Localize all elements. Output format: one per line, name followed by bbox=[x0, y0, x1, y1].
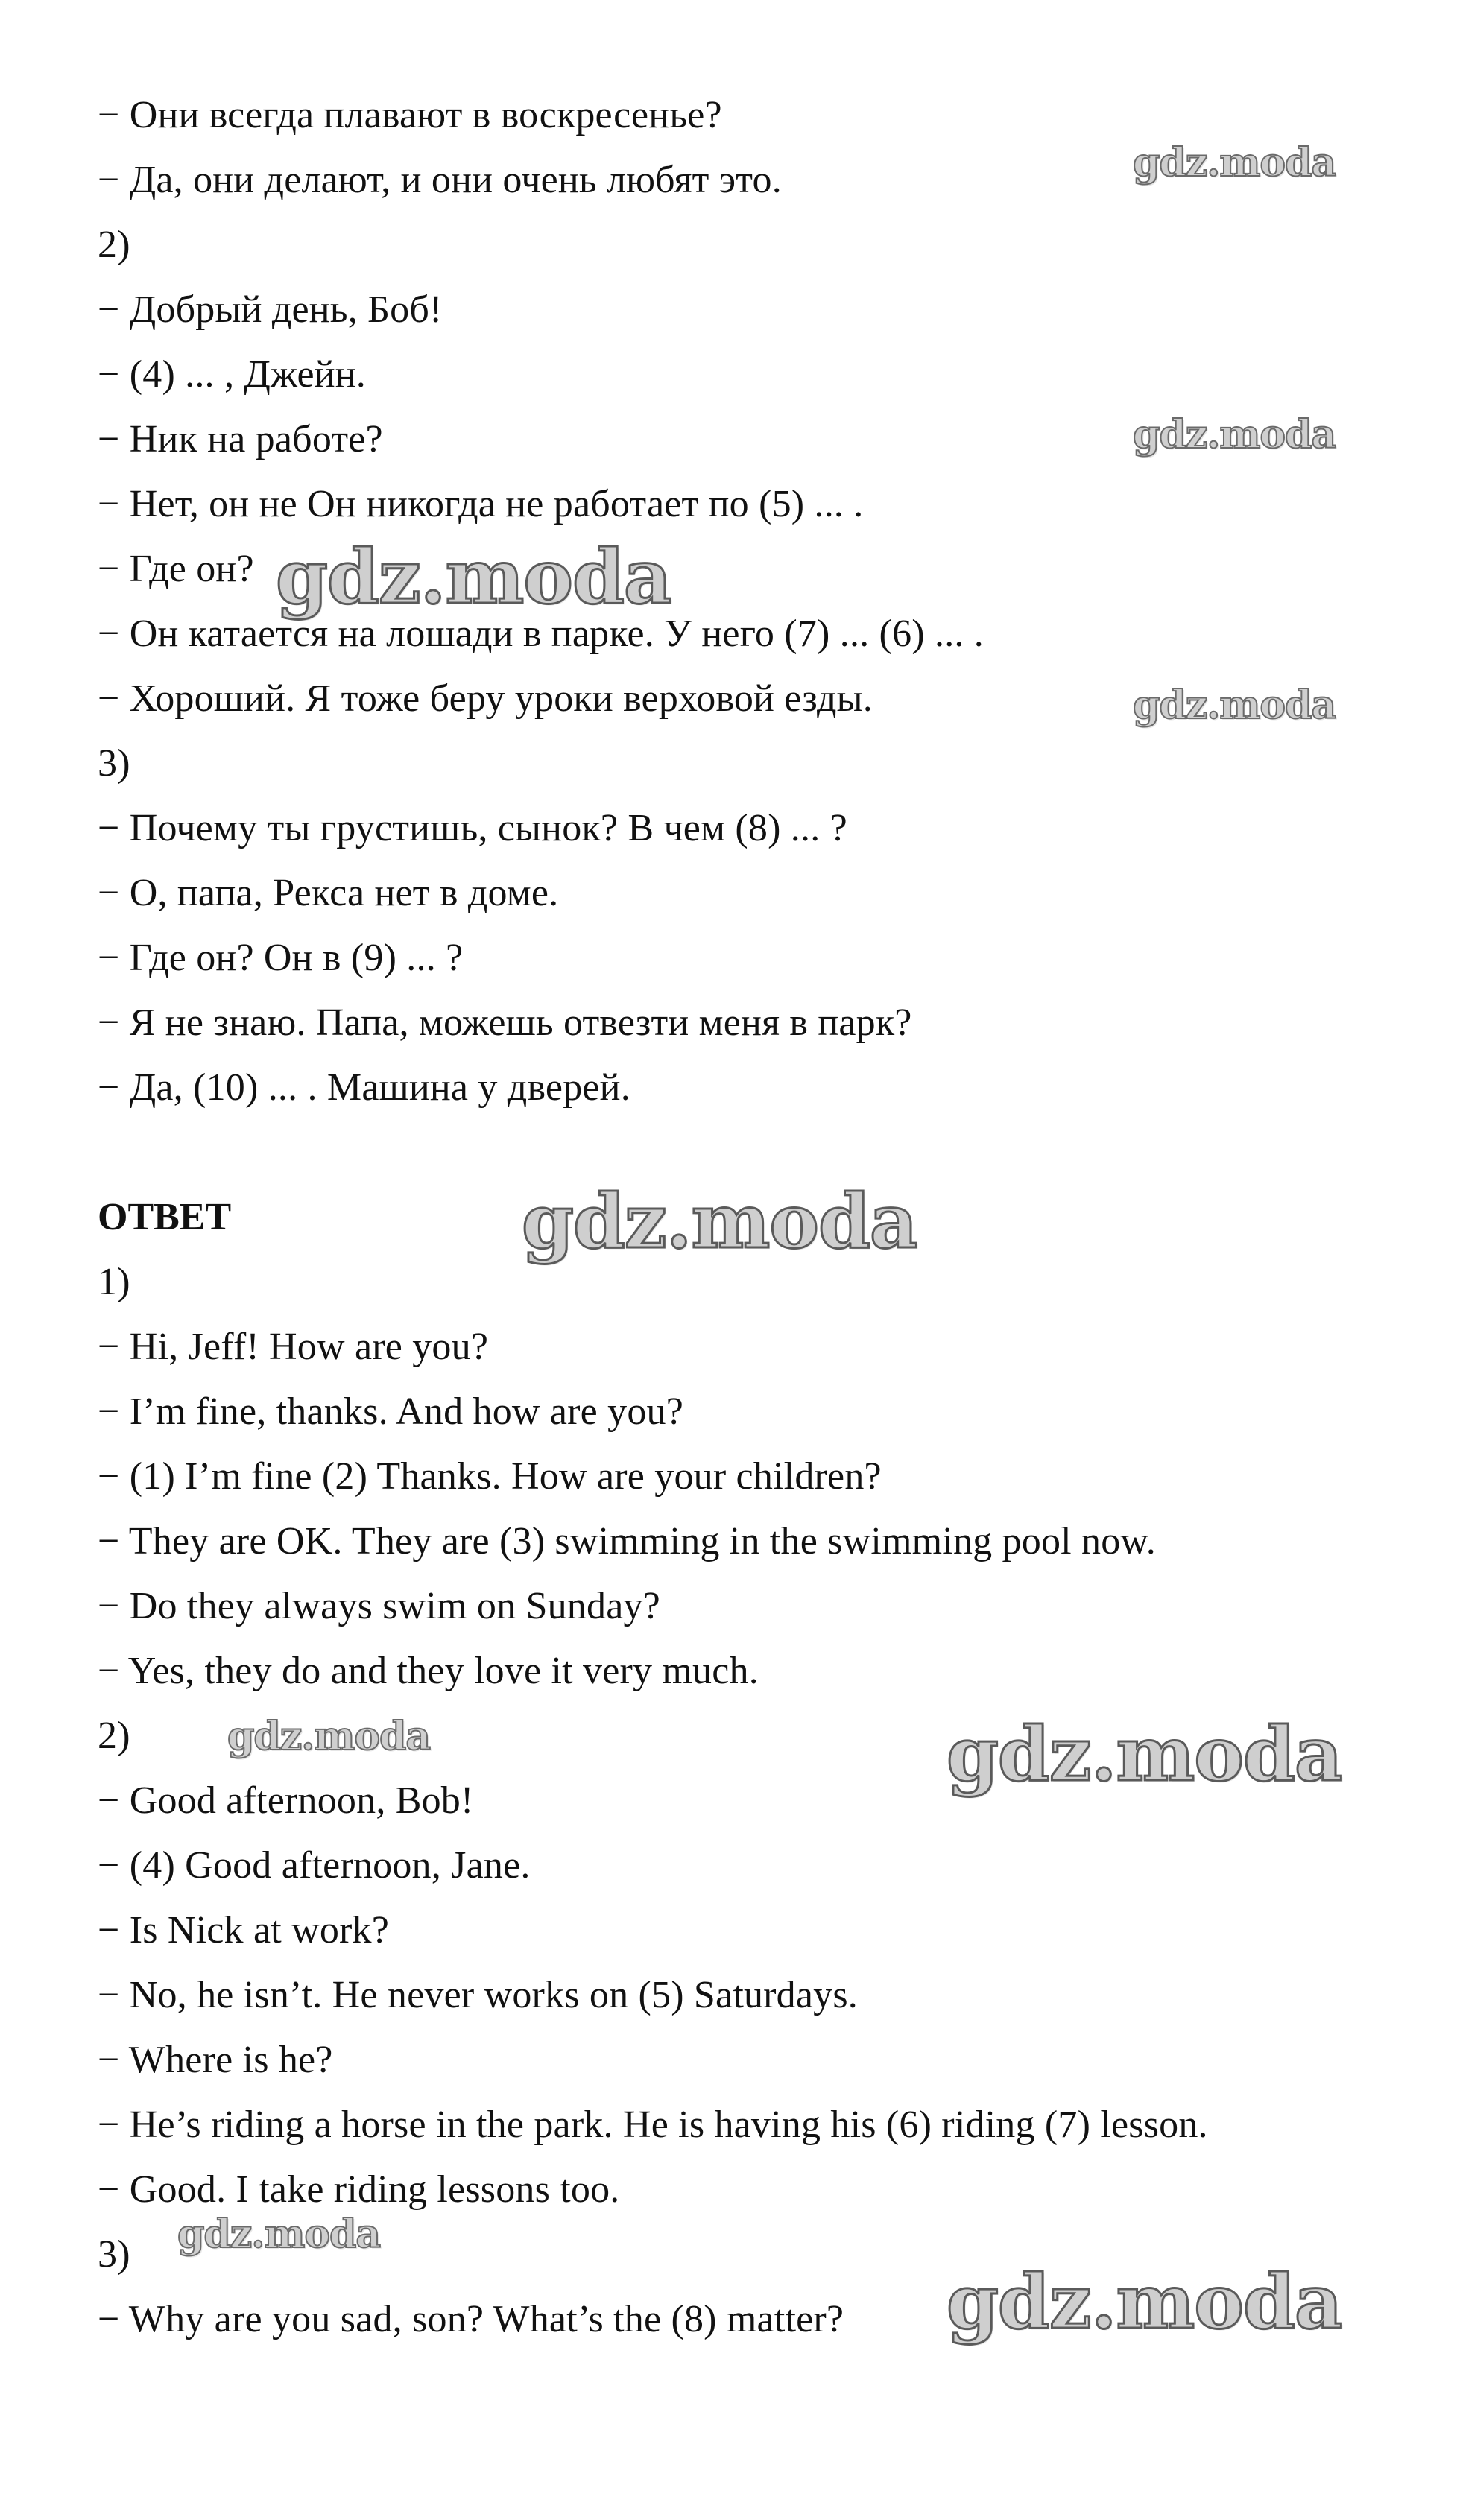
watermark: gdz.moda bbox=[177, 2212, 381, 2257]
text-line: − Хороший. Я тоже беру уроки верховой езды. bbox=[98, 677, 873, 720]
text-line: − О, папа, Рекса нет в доме. bbox=[98, 872, 559, 914]
watermark: gdz.moda bbox=[276, 533, 671, 621]
text-line: − Do they always swim on Sunday? bbox=[98, 1585, 660, 1627]
text-line: − Да, (10) ... . Машина у дверей. bbox=[98, 1066, 630, 1109]
text-line: − They are OK. They are (3) swimming in the swimming pool now. bbox=[98, 1520, 1156, 1563]
watermark: gdz.moda bbox=[1133, 412, 1336, 458]
text-line: − Good afternoon, Bob! bbox=[98, 1779, 474, 1822]
text-line: − Да, они делают, и они очень любят это. bbox=[98, 159, 782, 201]
section-number: 1) bbox=[98, 1261, 130, 1303]
section-number: 3) bbox=[98, 2233, 130, 2276]
text-line: − Добрый день, Боб! bbox=[98, 288, 443, 331]
text-line: − Где он? bbox=[98, 548, 254, 590]
watermark: gdz.moda bbox=[946, 2258, 1342, 2346]
section-number: 2) bbox=[98, 224, 130, 266]
text-line: − Я не знаю. Папа, можешь отвезти меня в парк? bbox=[98, 1001, 912, 1044]
text-line: − Good. I take riding lessons too. bbox=[98, 2168, 620, 2211]
text-line: − Почему ты грустишь, сынок? В чем (8) ... ? bbox=[98, 807, 847, 849]
text-line: − Он катается на лошади в парке. У него (7) ... (6) ... . bbox=[98, 612, 984, 655]
watermark: gdz.moda bbox=[1133, 140, 1336, 186]
answer-heading: ОТВЕТ bbox=[98, 1196, 232, 1238]
text-line: − He’s riding a horse in the park. He is having his (6) riding (7) lesson. bbox=[98, 2103, 1208, 2146]
text-line: − I’m fine, thanks. And how are you? bbox=[98, 1390, 684, 1433]
section-number: 3) bbox=[98, 742, 130, 785]
watermark: gdz.moda bbox=[946, 1710, 1342, 1798]
text-line: − (1) I’m fine (2) Thanks. How are your children? bbox=[98, 1455, 882, 1498]
text-line: − Они всегда плавают в воскресенье? bbox=[98, 94, 722, 136]
watermark: gdz.moda bbox=[522, 1177, 917, 1265]
text-line: − Где он? Он в (9) ... ? bbox=[98, 937, 464, 979]
text-line: − Нет, он не Он никогда не работает по (5) ... . bbox=[98, 483, 864, 525]
text-line: − (4) Good afternoon, Jane. bbox=[98, 1844, 531, 1887]
watermark: gdz.moda bbox=[227, 1714, 431, 1759]
text-line: − Why are you sad, son? What’s the (8) matter? bbox=[98, 2298, 844, 2340]
text-line: − (4) ... , Джейн. bbox=[98, 353, 367, 396]
text-line: − Ник на работе? bbox=[98, 418, 383, 460]
text-line: − Is Nick at work? bbox=[98, 1909, 390, 1951]
text-line: − Yes, they do and they love it very much. bbox=[98, 1650, 759, 1692]
watermark: gdz.moda bbox=[1133, 683, 1336, 728]
section-number: 2) bbox=[98, 1715, 130, 1757]
text-line: − Hi, Jeff! How are you? bbox=[98, 1326, 489, 1368]
text-line: − No, he isn’t. He never works on (5) Saturdays. bbox=[98, 1974, 858, 2016]
text-line: − Where is he? bbox=[98, 2039, 333, 2081]
